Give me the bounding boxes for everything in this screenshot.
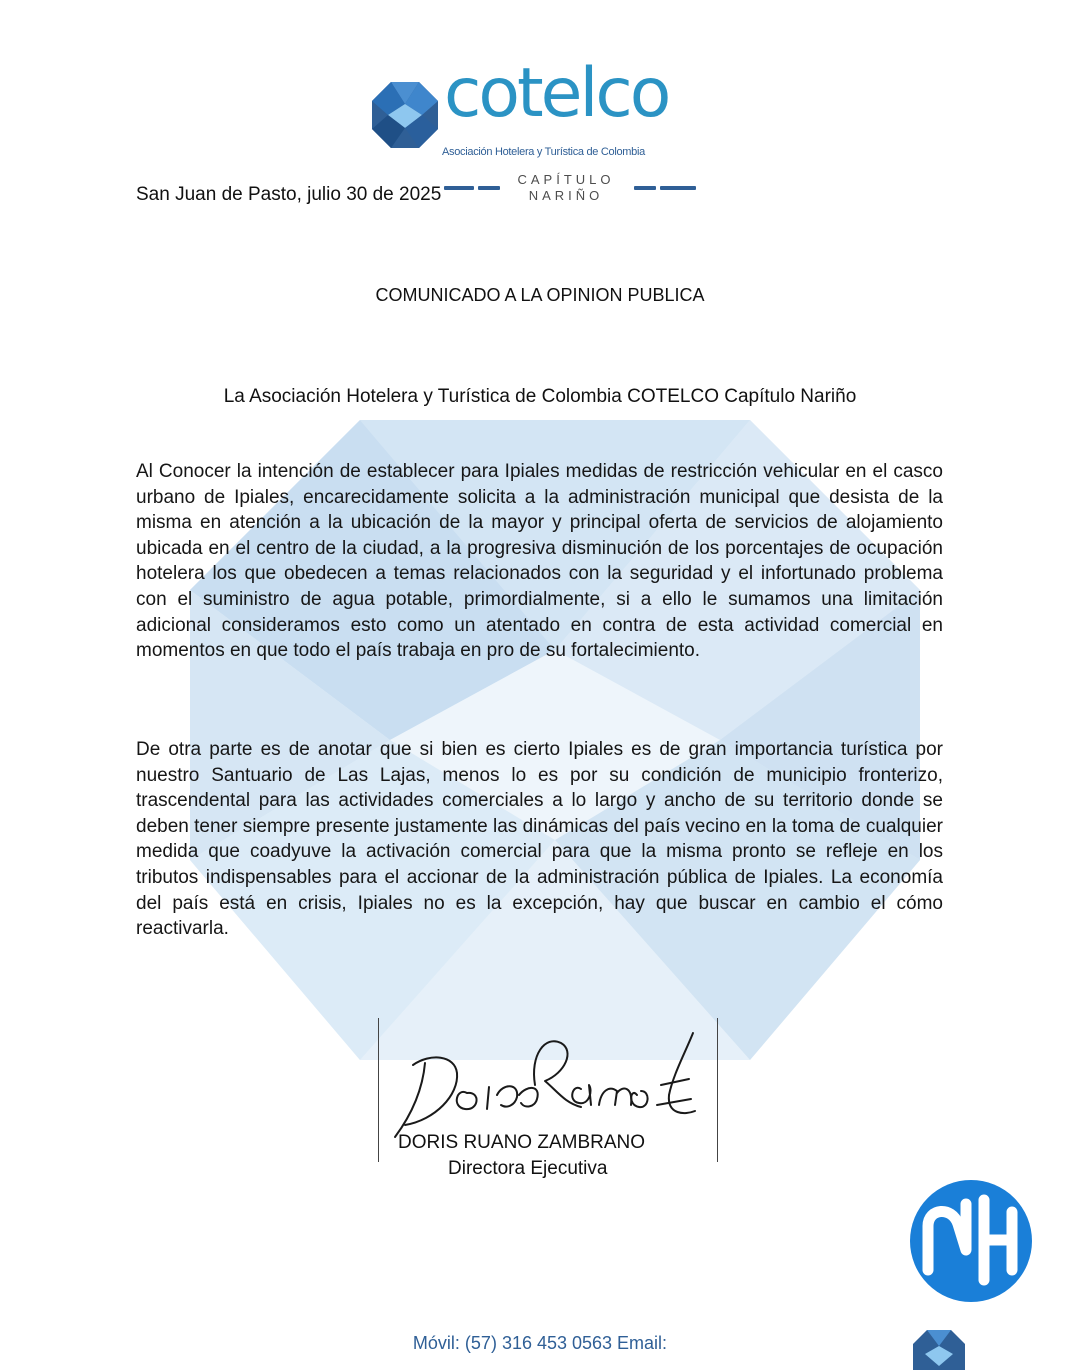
- nh-logo-icon: [910, 1180, 1032, 1302]
- body-paragraph-2: De otra parte es de anotar que si bien es cierto Ipiales es de gran importancia turística por nuestro Santuario de Las Lajas, menos lo es por su condición de municipio fronterizo, trascendental para las actividades comerciales a lo largo y ancho de su territorio donde se deben tener siempre presente justamente las dinámicas del país vecino en la toma de cualquier medida que coadyuve la activación comercial para que la misma pronto se refleje en los tributos indispensables para el accionar de la administración pública de Ipiales. La economía del país está en crisis, Ipiales no es la excepción, hay que buscar en cambio el cómo reactivarla.: [136, 739, 943, 940]
- cotelco-logo: [368, 38, 708, 203]
- letter-intro: La Asociación Hotelera y Turística de Colombia COTELCO Capítulo Nariño: [223, 386, 857, 407]
- logo-divider-left: [444, 186, 474, 190]
- letter-title: COMUNICADO A LA OPINION PUBLICA: [375, 285, 705, 305]
- chapter-line-2: NARIÑO: [528, 188, 604, 203]
- place-date: San Juan de Pasto, julio 30 de 2025: [136, 184, 442, 205]
- footer-contact: Móvil: (57) 316 453 0563 Email:: [412, 1333, 668, 1353]
- footer-gem-icon: [913, 1330, 965, 1370]
- handwritten-signature: [385, 1025, 715, 1140]
- gem-logo-icon: [370, 80, 440, 150]
- signer-role: Directora Ejecutiva: [448, 1158, 608, 1179]
- logo-divider-left-short: [478, 186, 500, 190]
- logo-wordmark: cotelco: [444, 54, 669, 133]
- body-paragraph-1: Al Conocer la intención de establecer para Ipiales medidas de restricción vehicular en el casco urbano de Ipiales, encarecidamente solicita a la administración municipal que desista de la misma en atención a la ubicación de la mayor y principal oferta de servicios de alojamiento ubicada en el centro de la ciudad, a la progresiva disminución de los porcentajes de ocupación hotelera los que obedecen a temas relacionados con la seguridad y el infortunado problema con el suministro de agua potable, primordialmente, si a ello le sumamos una limitación adicional consideramos esto como un atentado en contra de esta actividad comercial en momentos en que todo el país trabaja en pro de su fortalecimiento.: [136, 461, 943, 662]
- logo-subtitle: Asociación Hotelera y Turística de Colombia: [442, 146, 645, 158]
- logo-chapter: [514, 172, 618, 204]
- chapter-line-1: CAPÍTULO: [517, 172, 615, 187]
- signer-name: DORIS RUANO ZAMBRANO: [398, 1132, 646, 1153]
- logo-divider-right: [660, 186, 696, 190]
- logo-divider-right-short: [634, 186, 656, 190]
